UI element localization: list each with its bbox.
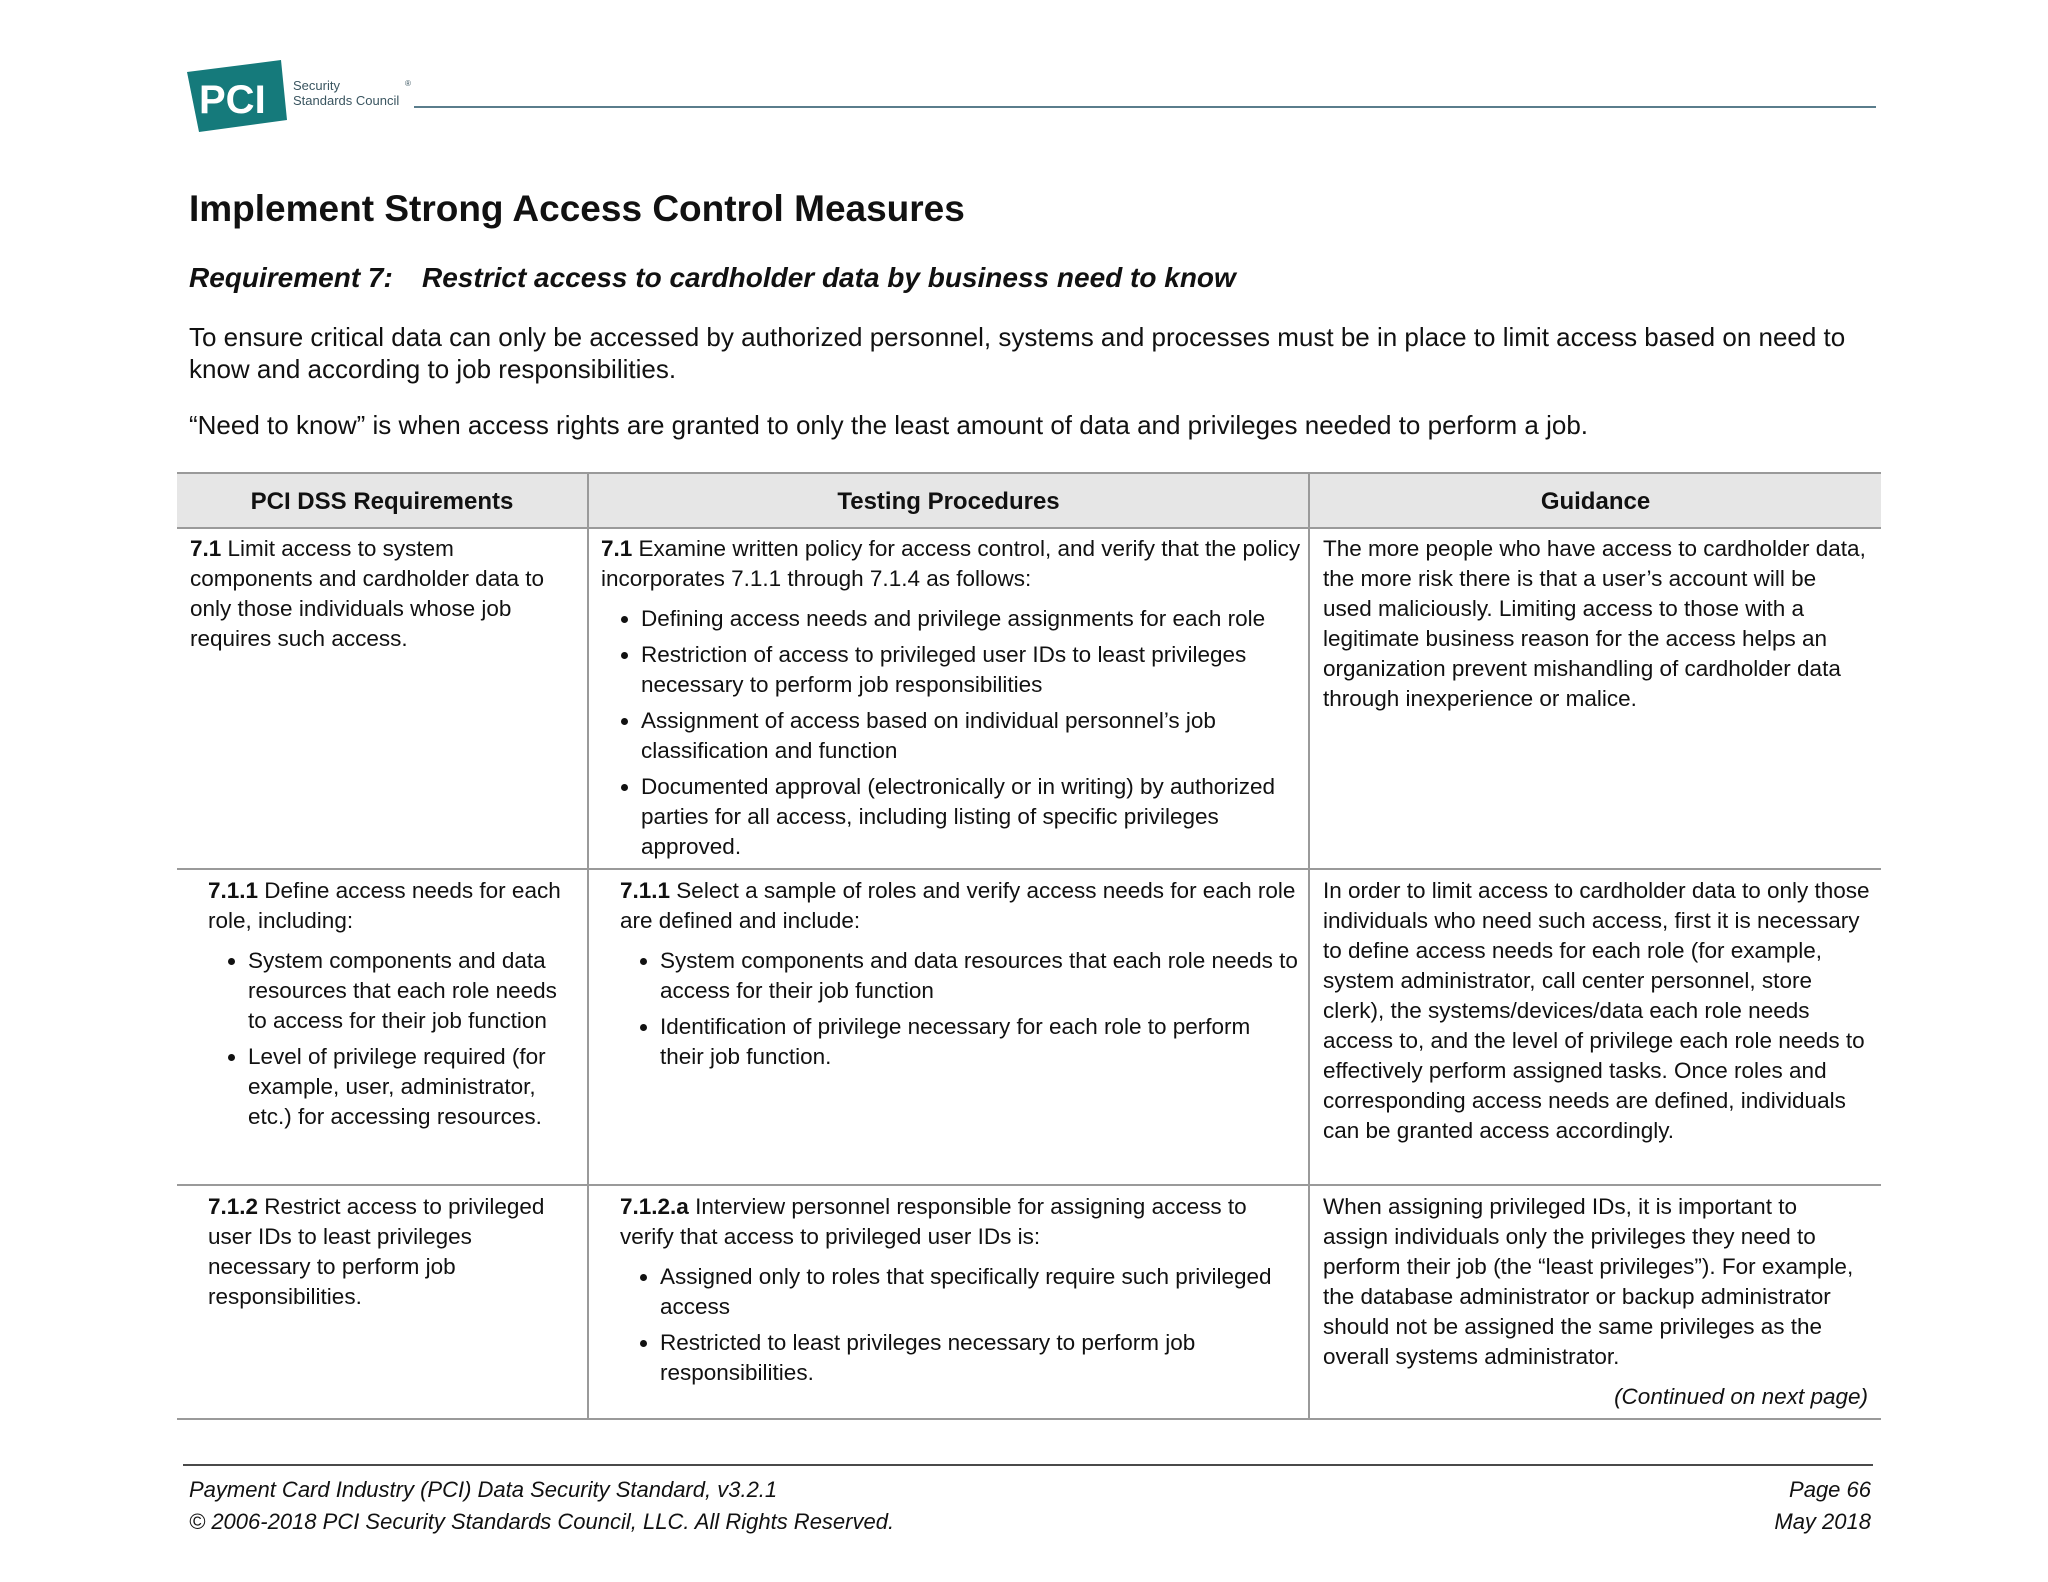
table-row-7-1-2-guidance bbox=[1323, 1192, 1868, 1412]
guidance-text: In order to limit access to cardholder data to only those individuals who need such access, first it is necessary to define access needs for each role (for example, system administrator, call center personnel, store clerk), the systems/devices/data each role needs access to, and the level of privilege each role needs to effectively perform assigned tasks. Once roles and corresponding access needs are defined, individuals can be granted access accordingly. bbox=[1323, 878, 1870, 1143]
guidance-text: The more people who have access to cardholder data, the more risk there is that a user’s account will be used maliciously. Limiting access to those with a legitimate business reason for the access helps an organization prevent mishandling of cardholder data through inexperience or malice. bbox=[1323, 536, 1866, 711]
header-guidance: Guidance bbox=[1540, 488, 1651, 515]
req-text: Restrict access to privileged user IDs to least privileges necessary to perform job responsibilities. bbox=[208, 1194, 545, 1309]
list-item: • Defining access needs and privilege assignments for each role bbox=[641, 604, 1301, 634]
guidance-text: When assigning privileged IDs, it is important to assign individuals only the privileges they need to perform their job (the “least privileges”). For example, the database administrator or backup administrator should not be assigned the same privileges as the overall systems administrator. bbox=[1323, 1194, 1854, 1369]
table-row-7-1-1-requirement bbox=[208, 876, 578, 1138]
list-item: • Assigned only to roles that specifically require such privileged access bbox=[660, 1262, 1300, 1322]
header-bottom-border bbox=[177, 527, 1881, 529]
req-id: 7.1.1 bbox=[208, 878, 259, 903]
test-text: Interview personnel responsible for assigning access to verify that access to privileged user IDs is: bbox=[620, 1194, 1247, 1249]
list-item: • Restricted to least privileges necessary to perform job responsibilities. bbox=[660, 1328, 1300, 1388]
req-text: Limit access to system components and cardholder data to only those individuals whose job requires such access. bbox=[190, 536, 544, 651]
logo-line1: Security bbox=[293, 78, 340, 93]
footer-rule bbox=[183, 1464, 1873, 1466]
table-row-7-1-2-requirement bbox=[208, 1192, 578, 1312]
table-row-7-1-1-testing bbox=[620, 876, 1300, 1078]
column-divider bbox=[1308, 472, 1310, 1420]
list-item: • Restriction of access to privileged user IDs to least privileges necessary to perform job responsibilities bbox=[641, 640, 1301, 700]
continued-note: (Continued on next page) bbox=[1614, 1384, 1868, 1409]
requirement-number: Requirement 7: bbox=[189, 262, 393, 293]
list-item: • Identification of privilege necessary for each role to perform their job function. bbox=[660, 1012, 1300, 1072]
test-id: 7.1.2.a bbox=[620, 1194, 689, 1219]
pci-logo bbox=[185, 58, 420, 134]
footer-date: May 2018 bbox=[1774, 1509, 1871, 1534]
list-item: • Documented approval (electronically or in writing) by authorized parties for all access, including listing of specific privileges approved. bbox=[641, 772, 1301, 862]
intro-paragraph: To ensure critical data can only be accessed by authorized personnel, systems and processes must be in place to limit access based on need to know and according to job responsibilities. bbox=[189, 322, 1846, 384]
footer-page-number: Page 66 bbox=[1789, 1477, 1871, 1502]
page-title: Implement Strong Access Control Measures bbox=[189, 188, 965, 229]
test-text: Select a sample of roles and verify access needs for each role are defined and include: bbox=[620, 878, 1296, 933]
table-bottom-border bbox=[177, 1418, 1881, 1420]
logo-mark: ® bbox=[405, 79, 411, 88]
footer-standard-version: Payment Card Industry (PCI) Data Security Standard, v3.2.1 bbox=[189, 1477, 778, 1502]
header-testing-procedures: Testing Procedures bbox=[837, 488, 1060, 515]
table-top-border bbox=[177, 472, 1881, 474]
test-id: 7.1 bbox=[601, 536, 633, 561]
logo-line2: Standards Council bbox=[293, 93, 400, 108]
row-divider bbox=[177, 868, 1881, 870]
footer-copyright: © 2006-2018 PCI Security Standards Council, LLC. All Rights Reserved. bbox=[189, 1509, 895, 1534]
row-divider bbox=[177, 1184, 1881, 1186]
test-text: Examine written policy for access control, and verify that the policy incorporates 7.1.1 through 7.1.4 as follows: bbox=[601, 536, 1301, 591]
table-row-7-1-1-guidance bbox=[1323, 876, 1871, 1146]
list-item: • Level of privilege required (for example, user, administrator, etc.) for accessing resources. bbox=[248, 1042, 578, 1132]
table-row-7-1-requirement bbox=[190, 534, 575, 654]
logo-main-text: PCI bbox=[199, 78, 266, 122]
header-rule bbox=[414, 106, 1876, 108]
header-requirements: PCI DSS Requirements bbox=[250, 488, 514, 515]
requirement-text: Restrict access to cardholder data by business need to know bbox=[422, 262, 1236, 293]
list-item: • Assignment of access based on individual personnel’s job classification and function bbox=[641, 706, 1301, 766]
table-row-7-1-guidance bbox=[1323, 534, 1868, 714]
req-id: 7.1.2 bbox=[208, 1194, 259, 1219]
requirements-table bbox=[177, 472, 1881, 1420]
req-text: Define access needs for each role, including: bbox=[208, 878, 561, 933]
req-id: 7.1 bbox=[190, 536, 222, 561]
requirement-heading bbox=[189, 262, 1236, 294]
table-row-7-1-2-testing bbox=[620, 1192, 1300, 1394]
list-item: • System components and data resources that each role needs to access for their job function bbox=[660, 946, 1300, 1006]
need-to-know-paragraph: “Need to know” is when access rights are granted to only the least amount of data and privileges needed to perform a job. bbox=[189, 410, 1589, 440]
table-row-7-1-testing bbox=[601, 534, 1301, 868]
column-divider bbox=[587, 472, 589, 1420]
test-id: 7.1.1 bbox=[620, 878, 671, 903]
list-item: • System components and data resources that each role needs to access for their job function bbox=[248, 946, 578, 1036]
